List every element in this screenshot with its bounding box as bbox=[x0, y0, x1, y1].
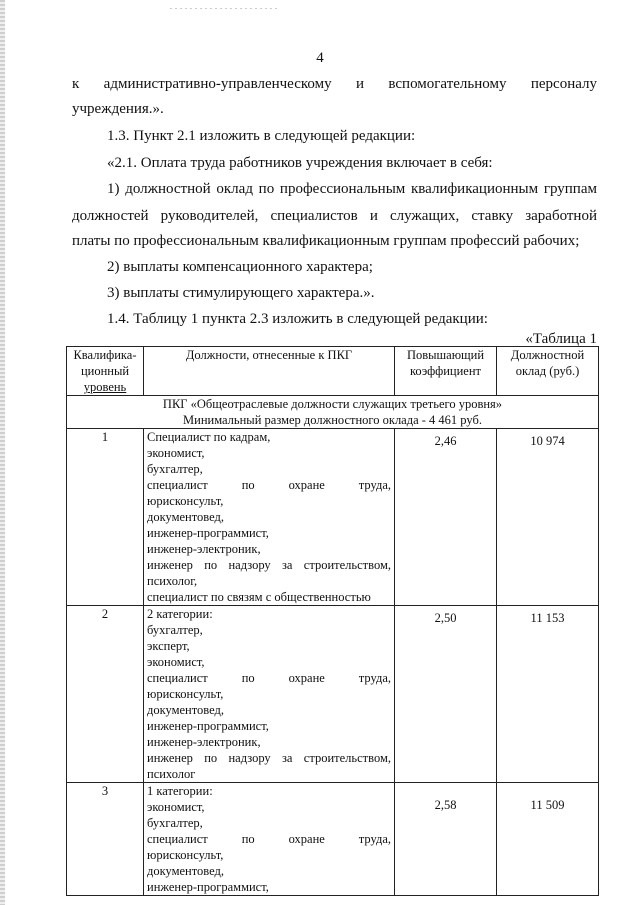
coefficient-cell: 2,58 bbox=[395, 783, 497, 896]
table-row bbox=[67, 783, 599, 896]
positions-cell bbox=[144, 606, 395, 783]
position-item: бухгалтер, bbox=[147, 623, 203, 637]
position-item: инженер по надзору за строительством, bbox=[147, 558, 391, 572]
position-item: инженер-электроник, bbox=[147, 542, 261, 556]
table-header-row bbox=[67, 347, 599, 396]
position-item: специалист по связям с общественностью bbox=[147, 590, 371, 604]
salary-cell: 10 974 bbox=[497, 429, 599, 606]
position-item: психолог bbox=[147, 767, 196, 781]
positions-cell bbox=[144, 783, 395, 896]
table-row bbox=[67, 606, 599, 783]
position-item: специалист по охране труда, bbox=[147, 478, 391, 492]
header-text: уровень bbox=[83, 380, 127, 394]
header-text: Квалифика- bbox=[73, 348, 137, 362]
paragraph-line: учреждения.». bbox=[72, 101, 164, 117]
coefficient-cell: 2,50 bbox=[395, 606, 497, 783]
group-min-salary: Минимальный размер должностного оклада - 4 461 руб. bbox=[183, 413, 482, 427]
position-item: специалист по охране труда, bbox=[147, 832, 391, 846]
coefficient-cell: 2,46 bbox=[395, 429, 497, 606]
position-item: юрисконсульт, bbox=[147, 494, 224, 508]
level-cell: 2 bbox=[67, 606, 144, 783]
header-level bbox=[67, 347, 144, 396]
header-text: ционный bbox=[80, 364, 130, 378]
header-text: Должностной bbox=[510, 348, 585, 362]
paragraph-line: платы по профессиональным квалификационным группам профессий рабочих; bbox=[72, 233, 580, 249]
position-item: 1 категории: bbox=[147, 784, 213, 798]
position-item: инженер по надзору за строительством, bbox=[147, 751, 391, 765]
position-item: экономист, bbox=[147, 655, 205, 669]
salary-table bbox=[66, 346, 599, 896]
salary-cell: 11 153 bbox=[497, 606, 599, 783]
header-text: коэффициент bbox=[409, 364, 482, 378]
header-positions bbox=[144, 347, 395, 396]
header-text: оклад (руб.) bbox=[515, 364, 580, 378]
header-text: Должности, отнесенные к ПКГ bbox=[185, 348, 353, 362]
paragraph-item-1-3: 1.3. Пункт 2.1 изложить в следующей редакции: bbox=[107, 128, 416, 144]
table-row bbox=[67, 429, 599, 606]
page-number: 4 bbox=[316, 50, 324, 66]
paragraph-line: к административно-управленческому и вспомогательному персоналу bbox=[72, 76, 597, 92]
position-item: экономист, bbox=[147, 800, 205, 814]
position-item: юрисконсульт, bbox=[147, 687, 224, 701]
group-title-cell bbox=[67, 396, 599, 429]
position-item: инженер-программист, bbox=[147, 526, 269, 540]
group-title: ПКГ «Общеотраслевые должности служащих третьего уровня» bbox=[162, 397, 503, 411]
position-item: экономист, bbox=[147, 446, 205, 460]
table-group-row bbox=[67, 396, 599, 429]
position-item: документовед, bbox=[147, 703, 224, 717]
level-cell: 3 bbox=[67, 783, 144, 896]
level-cell: 1 bbox=[67, 429, 144, 606]
paragraph-item-1-4: 1.4. Таблицу 1 пункта 2.3 изложить в следующей редакции: bbox=[107, 311, 488, 327]
scan-edge bbox=[0, 0, 5, 905]
position-item: 2 категории: bbox=[147, 607, 213, 621]
position-item: инженер-программист, bbox=[147, 719, 269, 733]
position-item: бухгалтер, bbox=[147, 462, 203, 476]
table-caption: «Таблица 1 bbox=[525, 331, 597, 347]
paragraph-line: 1) должностной оклад по профессиональным квалификационным группам bbox=[107, 181, 597, 197]
position-item: специалист по охране труда, bbox=[147, 671, 391, 685]
position-item: юрисконсульт, bbox=[147, 848, 224, 862]
position-item: Специалист по кадрам, bbox=[147, 430, 271, 444]
header-coefficient bbox=[395, 347, 497, 396]
position-item: бухгалтер, bbox=[147, 816, 203, 830]
scan-mark bbox=[170, 8, 280, 9]
position-item: инженер-электроник, bbox=[147, 735, 261, 749]
positions-cell bbox=[144, 429, 395, 606]
paragraph-item-2: 2) выплаты компенсационного характера; bbox=[107, 259, 373, 275]
salary-cell: 11 509 bbox=[497, 783, 599, 896]
header-salary bbox=[497, 347, 599, 396]
paragraph-line: должностей руководителей, специалистов и служащих, ставку заработной bbox=[72, 208, 597, 224]
position-item: психолог, bbox=[147, 574, 198, 588]
paragraph-item-2-1: «2.1. Оплата труда работников учреждения включает в себя: bbox=[107, 155, 493, 171]
position-item: документовед, bbox=[147, 864, 224, 878]
position-item: инженер-программист, bbox=[147, 880, 269, 894]
position-item: документовед, bbox=[147, 510, 224, 524]
paragraph-item-3: 3) выплаты стимулирующего характера.». bbox=[107, 285, 375, 301]
header-text: Повышающий bbox=[406, 348, 485, 362]
position-item: эксперт, bbox=[147, 639, 190, 653]
